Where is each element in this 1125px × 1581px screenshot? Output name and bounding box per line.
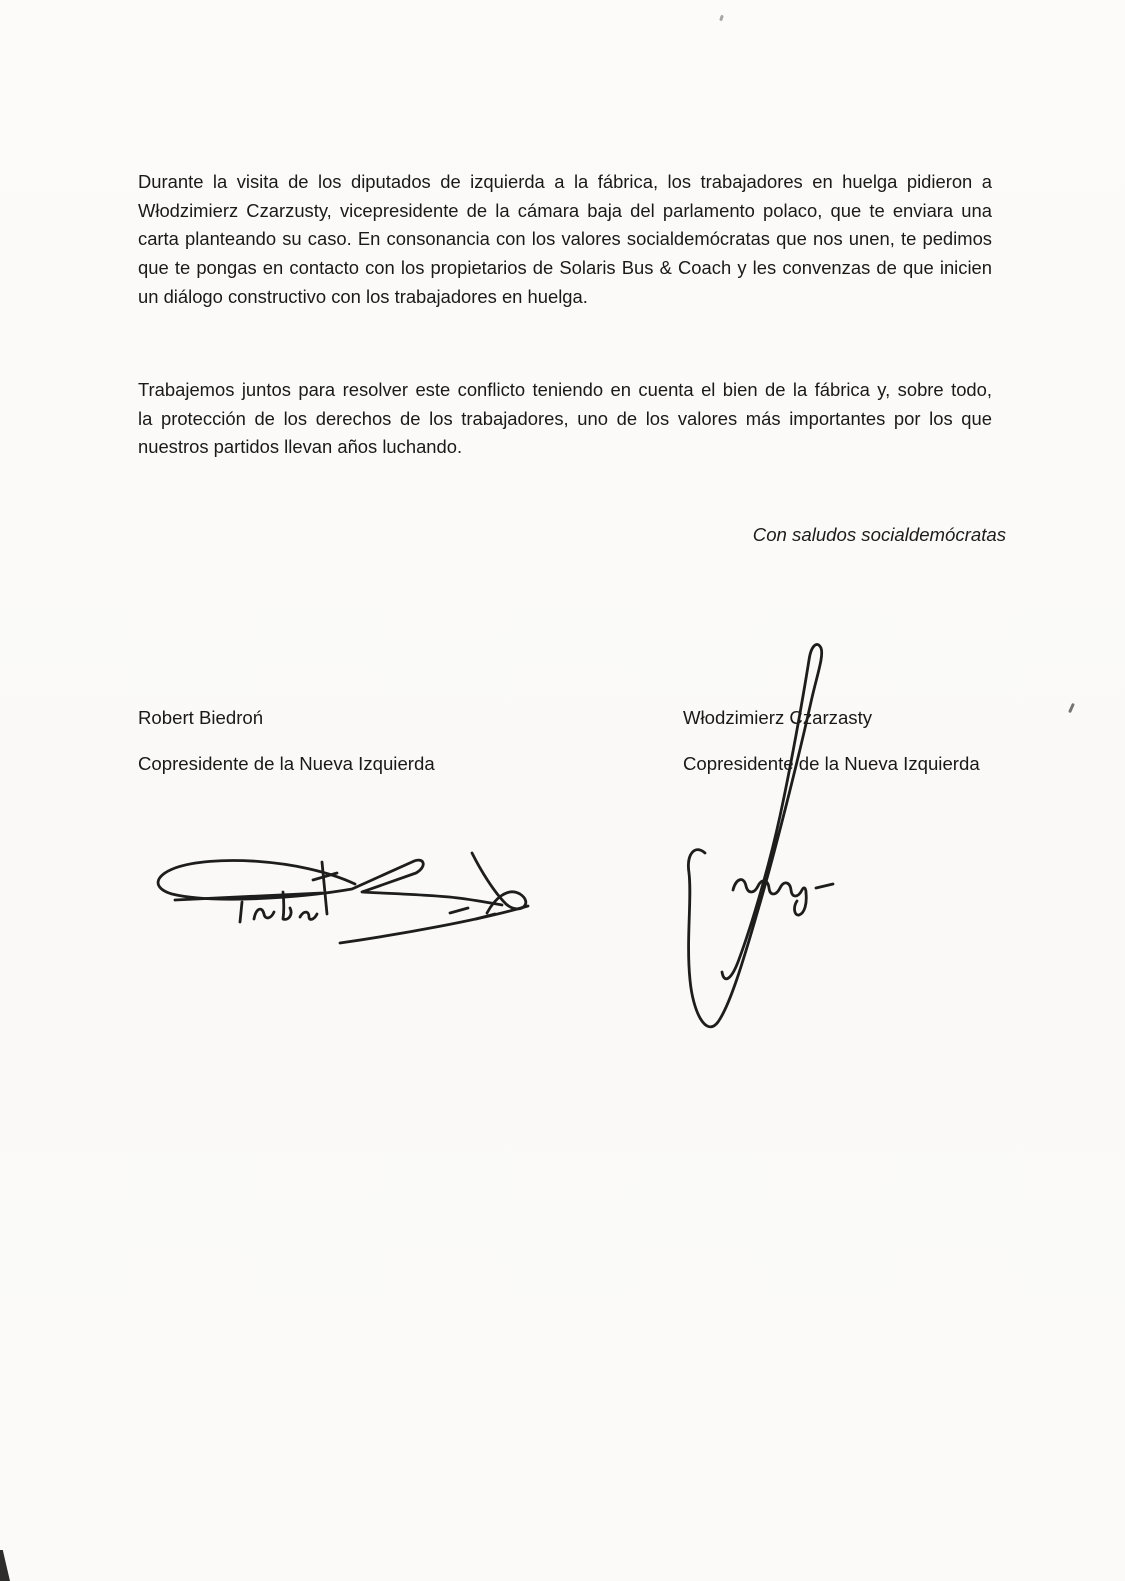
paragraph-1 <box>138 168 992 312</box>
signatory-title-right: Copresidente de la Nueva Izquierda <box>683 753 980 774</box>
paragraph-2-line-1: Trabajemos juntos para resolver este conflicto teniendo en cuenta el bien de la fábrica y, sobre todo, <box>138 379 992 400</box>
signatory-name-right: Włodzimierz Czarzasty <box>683 707 873 728</box>
signatory-title-left: Copresidente de la Nueva Izquierda <box>138 753 435 774</box>
paragraph-1-line-1: Durante la visita de los diputados de izquierda a la fábrica, los trabajadores en huelga pidieron a <box>138 171 992 192</box>
paragraph-2-line-3: nuestros partidos llevan años luchando. <box>138 436 463 458</box>
robert-biedron-signature-icon <box>150 842 550 947</box>
scan-speck-top <box>719 15 724 22</box>
closing-salutation: Con saludos socialdemócratas <box>752 524 1006 545</box>
scan-corner-artifact <box>0 1550 10 1581</box>
paragraph-1-line-3: carta planteando su caso. En consonancia con los valores socialdemócratas que nos unen, te pedimos <box>138 228 992 250</box>
scan-speck-right <box>1068 703 1075 713</box>
wlodzimierz-czarzasty-signature-icon <box>678 640 843 1045</box>
paragraph-2-line-2: la protección de los derechos de los trabajadores, uno de los valores más importantes por los que <box>138 407 992 429</box>
paragraph-1-line-5: un diálogo constructivo con los trabajadores en huelga. <box>138 285 588 307</box>
paragraph-2 <box>138 376 992 462</box>
paragraph-1-line-4: que te pongas en contacto con los propietarios de Solaris Bus & Coach y les convenzas de que inicien <box>138 257 992 279</box>
paragraph-1-line-2: Włodzimierz Czarzusty, vicepresidente de la cámara baja del parlamento polaco, que te enviara una <box>138 199 992 221</box>
signatory-name-left: Robert Biedroń <box>138 707 264 728</box>
